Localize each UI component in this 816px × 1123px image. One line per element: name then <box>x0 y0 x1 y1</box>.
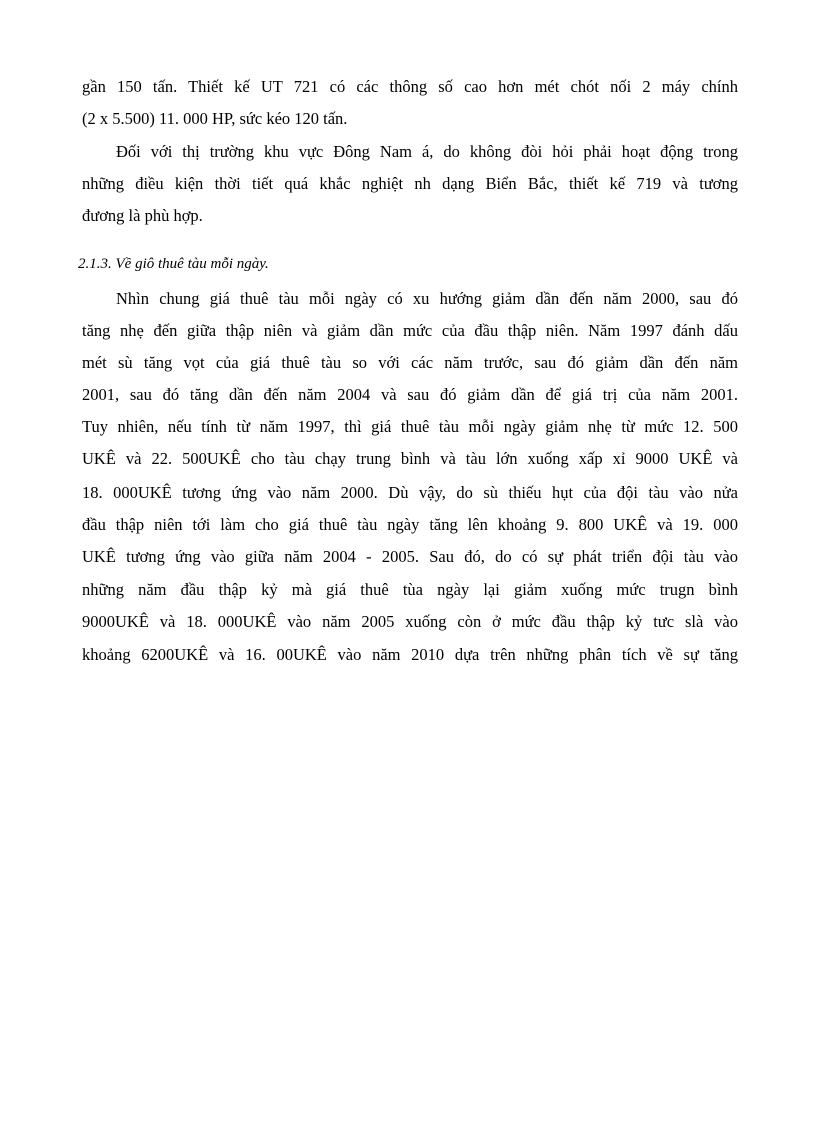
paragraph-3-line-6: UKÊ và 22. 500UKÊ cho tàu chạy trung bình và tàu lớn xuống xấp xỉ 9000 UKÊ và <box>82 449 738 468</box>
paragraph-1-line-2: (2 x 5.500) 11. 000 HP, sức kéo 120 tấn. <box>82 109 348 128</box>
paragraph-3-line-9: UKÊ tương ứng vào giữa năm 2004 - 2005. Sau đó, do có sự phát triển đội tàu vào <box>82 547 738 566</box>
paragraph-3-line-4: 2001, sau đó tăng dần đến năm 2004 và sau đó giảm dần để giá trị của năm 2001. <box>82 385 738 404</box>
paragraph-3-line-3: mét sù tăng vọt của giá thuê tàu so với các năm trước, sau đó giảm dần đến năm <box>82 353 738 372</box>
paragraph-3-line-12: khoảng 6200UKÊ và 16. 00UKÊ vào năm 2010 dựa trên những phân tích về sự tăng <box>82 645 738 664</box>
paragraph-2-line-2: những điều kiện thời tiết quá khắc nghiệt nh dạng Biển Bắc, thiết kế 719 và tương <box>82 174 738 193</box>
paragraph-3-line-7: 18. 000UKÊ tương ứng vào năm 2000. Dù vậy, do sù thiếu hụt của đội tàu vào nửa <box>82 483 738 502</box>
paragraph-2-line-1: Đối với thị trường khu vực Đông Nam á, do không đòi hỏi phải hoạt động trong <box>116 142 738 161</box>
paragraph-3-line-1: Nhìn chung giá thuê tàu mỗi ngày có xu hướng giảm dần đến năm 2000, sau đó <box>116 289 738 308</box>
paragraph-3-line-5: Tuy nhiên, nếu tính từ năm 1997, thì giá thuê tàu mỗi ngày giảm nhẹ từ mức 12. 500 <box>82 417 738 436</box>
paragraph-2-line-3: đương là phù hợp. <box>82 206 203 225</box>
paragraph-3-line-2: tăng nhẹ đến giữa thập niên và giảm dần mức của đầu thập niên. Năm 1997 đánh dấu <box>82 321 738 340</box>
paragraph-1-line-1: gần 150 tấn. Thiết kế UT 721 có các thông số cao hơn mét chót nối 2 máy chính <box>82 77 738 96</box>
paragraph-3-line-8: đầu thập niên tới làm cho giá thuê tàu ngày tăng lên khoảng 9. 800 UKÊ và 19. 000 <box>82 515 738 534</box>
paragraph-3-line-10: những năm đầu thập kỷ mà giá thuê tùa ngày lại giảm xuống mức trugn bình <box>82 580 738 599</box>
section-heading: 2.1.3. Về giô thuê tàu mỗi ngày. <box>78 256 269 272</box>
paragraph-3-line-11: 9000UKÊ và 18. 000UKÊ vào năm 2005 xuống còn ở mức đầu thập kỷ tưc slà vào <box>82 612 738 631</box>
